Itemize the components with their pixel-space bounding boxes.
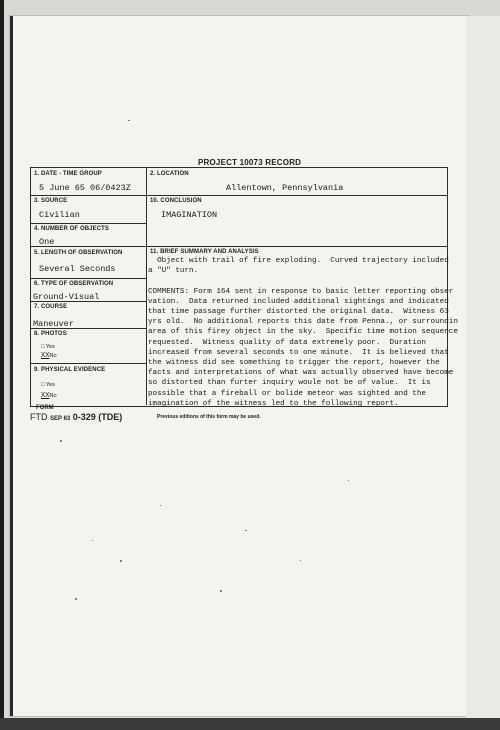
- location-value: Allentown, Pennsylvania: [226, 183, 344, 193]
- summary-line: vation. Data returned included additional sightings and indicated: [148, 297, 449, 306]
- summary-text: [148, 256, 458, 409]
- physical-yes-option: [41, 382, 55, 388]
- conclusion-label: 10. CONCLUSION: [150, 198, 202, 204]
- summary-line: COMMENTS: Form 164 sent in response to basic letter reporting obser: [148, 287, 454, 296]
- source-value: Civilian: [39, 210, 80, 220]
- summary-line: [148, 276, 448, 286]
- summary-line: that time passage further distorted the original data. Witness 63: [148, 308, 449, 317]
- summary-line: a "U" turn.: [148, 267, 199, 276]
- scan-speck: [245, 530, 247, 531]
- summary-line: the witness did see something to trigger the report, however the: [148, 359, 440, 368]
- physical-no-option: [41, 392, 57, 400]
- summary-label: 11. BRIEF SUMMARY AND ANALYSIS: [150, 249, 259, 255]
- scan-speck: [92, 540, 93, 541]
- checkbox-icon: □: [41, 382, 45, 388]
- summary-line: requested. Witness quality of data extremely poor. Duration: [148, 338, 426, 347]
- num-objects-value: One: [39, 237, 55, 247]
- physical-no-mark: XX: [41, 392, 50, 400]
- physical-no-label: No: [49, 393, 57, 399]
- ftd-label: FTD: [30, 412, 48, 422]
- date-time-label: 1. DATE - TIME GROUP: [34, 171, 102, 177]
- project-record-title: PROJECT 10073 RECORD: [198, 158, 302, 167]
- photos-no-option: [41, 352, 57, 360]
- checkbox-icon: □: [41, 344, 45, 350]
- num-objects-label: 4. NUMBER OF OBJECTS: [34, 226, 110, 232]
- row-divider: [31, 223, 146, 224]
- form-code: 0-329 (TDE): [72, 412, 123, 422]
- course-label: 7. COURSE: [34, 304, 68, 310]
- summary-line: imagination of the witness led to the following report.: [148, 399, 399, 408]
- previous-editions-note: Previous editions of this form may be used.: [157, 414, 261, 420]
- form-number: [30, 412, 122, 422]
- date-time-value: 5 June 65 06/0423Z: [39, 183, 131, 193]
- photos-no-mark: XX: [41, 352, 50, 360]
- type-obs-label: 6. TYPE OF OBSERVATION: [34, 281, 114, 287]
- summary-line: possible that a fireball or bolide meteor was sighted and the: [148, 389, 426, 398]
- summary-line: area of this firey object in the sky. Specific time motion sequence: [148, 328, 458, 337]
- conclusion-value: IMAGINATION: [161, 210, 218, 220]
- physical-yes-label: Yes: [45, 382, 55, 388]
- row-divider: [31, 246, 447, 247]
- photos-yes-option: [41, 344, 55, 350]
- row-divider: [31, 195, 447, 196]
- location-label: 2. LOCATION: [150, 171, 189, 177]
- photos-no-label: No: [49, 353, 57, 359]
- scan-speck: [348, 480, 349, 481]
- record-form: [30, 167, 458, 408]
- scan-speck: [60, 440, 62, 442]
- scan-speck: [300, 560, 301, 561]
- scan-speck: [75, 598, 77, 600]
- scan-speck: [160, 505, 161, 506]
- scan-speck: [220, 590, 222, 592]
- scan-margin-right: [466, 16, 500, 718]
- scan-speck: [120, 560, 122, 562]
- photos-label: 8. PHOTOS: [34, 331, 67, 337]
- row-divider: [31, 363, 146, 364]
- column-divider: [146, 168, 147, 405]
- length-obs-label: 5. LENGTH OF OBSERVATION: [34, 250, 123, 256]
- course-value: Maneuver: [33, 319, 74, 329]
- physical-label: 9. PHYSICAL EVIDENCE: [34, 367, 106, 373]
- length-obs-value: Several Seconds: [39, 264, 116, 274]
- scan-edge-bottom: [0, 718, 500, 730]
- form-label: FORM: [36, 405, 54, 411]
- summary-line: so distorted than furter inquiry woule not be of value. It is: [148, 379, 431, 388]
- summary-line: yrs old. No additional reports this date from Penna., or surroundin: [148, 318, 458, 327]
- scan-speck: [128, 120, 130, 121]
- summary-line: increased from several seconds to one minute. It is believed that: [148, 348, 449, 357]
- type-obs-value: Ground-Visual: [33, 292, 100, 302]
- form-date: SEP 63: [50, 416, 71, 422]
- summary-line: Object with trail of fire exploding. Curved trajectory included: [148, 257, 449, 265]
- row-divider: [31, 278, 146, 279]
- photos-yes-label: Yes: [45, 344, 55, 350]
- summary-line: facts and interpretations of what was actually observed have become: [148, 369, 454, 378]
- source-label: 3. SOURCE: [34, 198, 68, 204]
- scan-edge-left: [0, 0, 4, 730]
